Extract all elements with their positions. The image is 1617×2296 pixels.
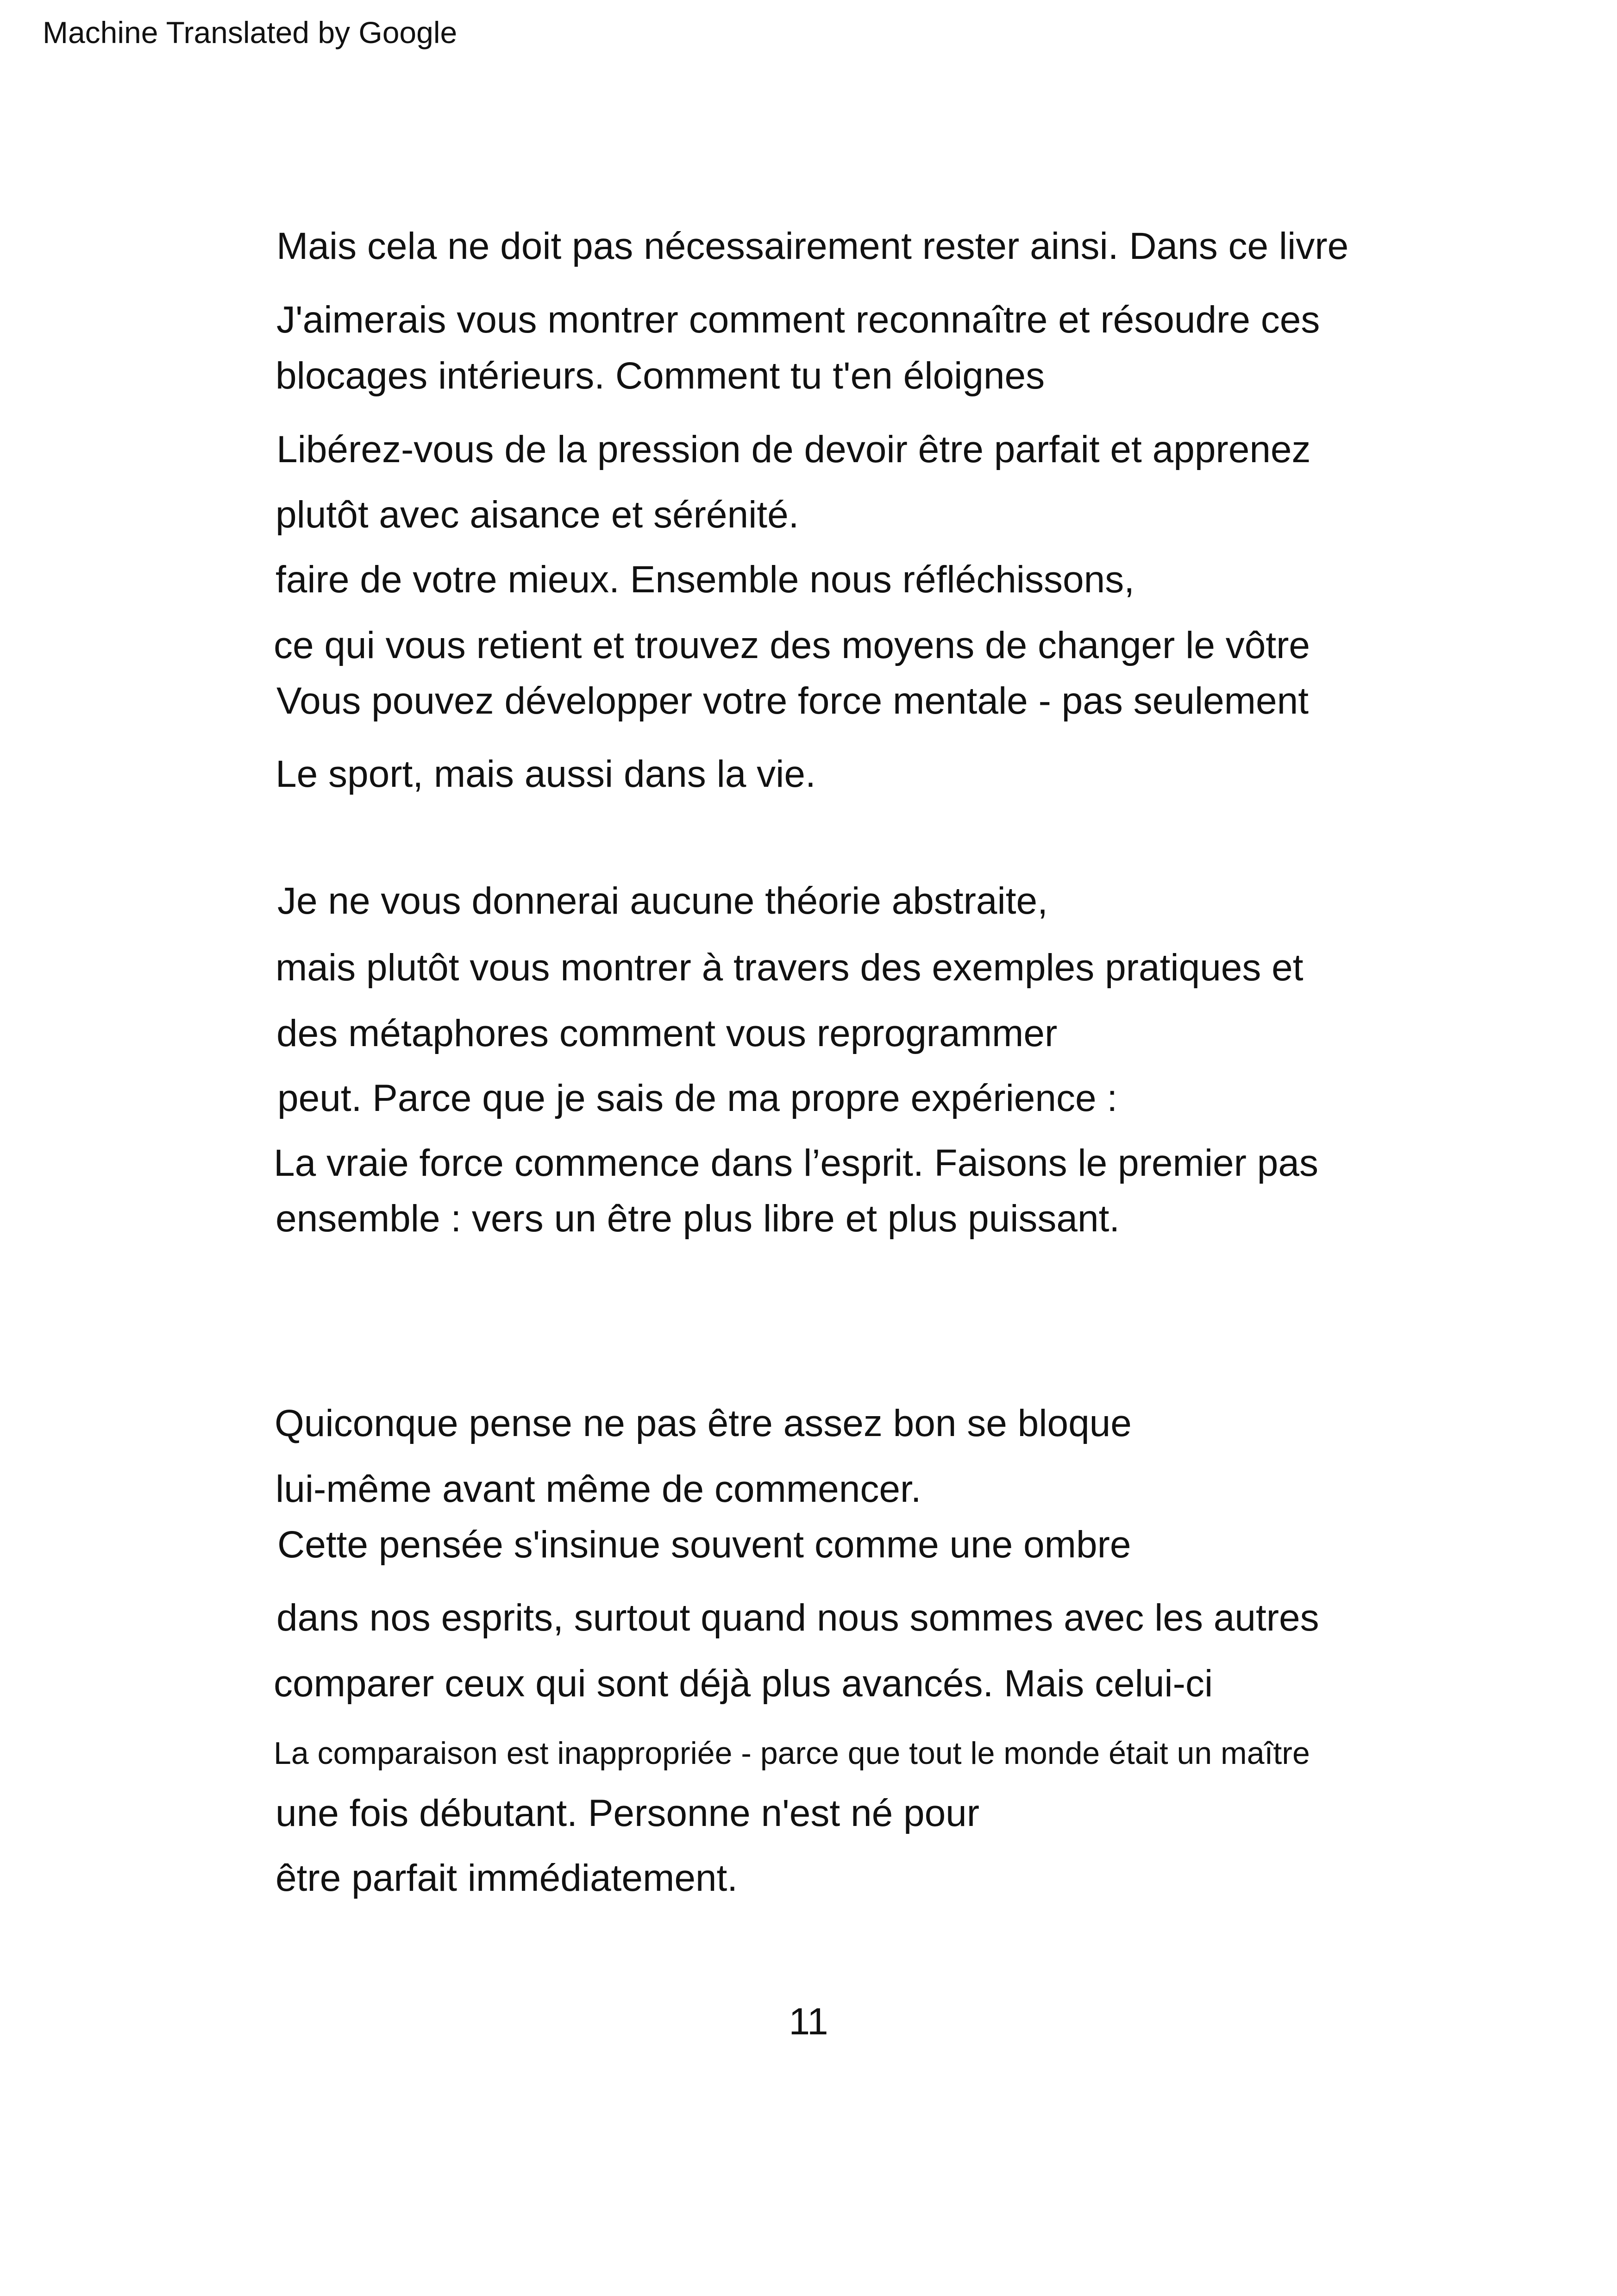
text-line: La vraie force commence dans l’esprit. Faisons le premier pas (274, 1142, 1318, 1184)
page-number: 11 (789, 2001, 828, 2043)
text-line: des métaphores comment vous reprogrammer (276, 1012, 1058, 1054)
text-line: Vous pouvez développer votre force mentale - pas seulement (276, 680, 1309, 722)
text-line: Libérez-vous de la pression de devoir être parfait et apprenez (276, 428, 1311, 470)
text-line: Quiconque pense ne pas être assez bon se bloque (275, 1402, 1132, 1444)
text-line: faire de votre mieux. Ensemble nous réfléchissons, (276, 558, 1135, 601)
text-line: dans nos esprits, surtout quand nous sommes avec les autres (276, 1597, 1319, 1639)
text-line: peut. Parce que je sais de ma propre expérience : (277, 1077, 1118, 1119)
text-line: Le sport, mais aussi dans la vie. (276, 753, 816, 795)
text-line: comparer ceux qui sont déjà plus avancés. Mais celui-ci (274, 1662, 1213, 1705)
text-line: Cette pensée s'insinue souvent comme une ombre (277, 1524, 1131, 1566)
text-line: J'aimerais vous montrer comment reconnaître et résoudre ces (276, 299, 1320, 341)
text-line: Mais cela ne doit pas nécessairement rester ainsi. Dans ce livre (276, 225, 1349, 267)
text-line: une fois débutant. Personne n'est né pour (276, 1792, 980, 1834)
text-line: Je ne vous donnerai aucune théorie abstraite, (277, 880, 1048, 922)
text-line: La comparaison est inappropriée - parce que tout le monde était un maître (274, 1736, 1310, 1771)
text-line: ensemble : vers un être plus libre et plus puissant. (276, 1198, 1120, 1240)
text-line: plutôt avec aisance et sérénité. (276, 494, 799, 536)
machine-translation-banner: Machine Translated by Google (43, 15, 458, 50)
text-line: blocages intérieurs. Comment tu t'en éloignes (276, 355, 1045, 397)
text-line: lui-même avant même de commencer. (276, 1468, 921, 1510)
text-line: mais plutôt vous montrer à travers des exemples pratiques et (276, 947, 1304, 989)
text-line: ce qui vous retient et trouvez des moyens de changer le vôtre (274, 624, 1310, 666)
text-line: être parfait immédiatement. (276, 1857, 738, 1899)
